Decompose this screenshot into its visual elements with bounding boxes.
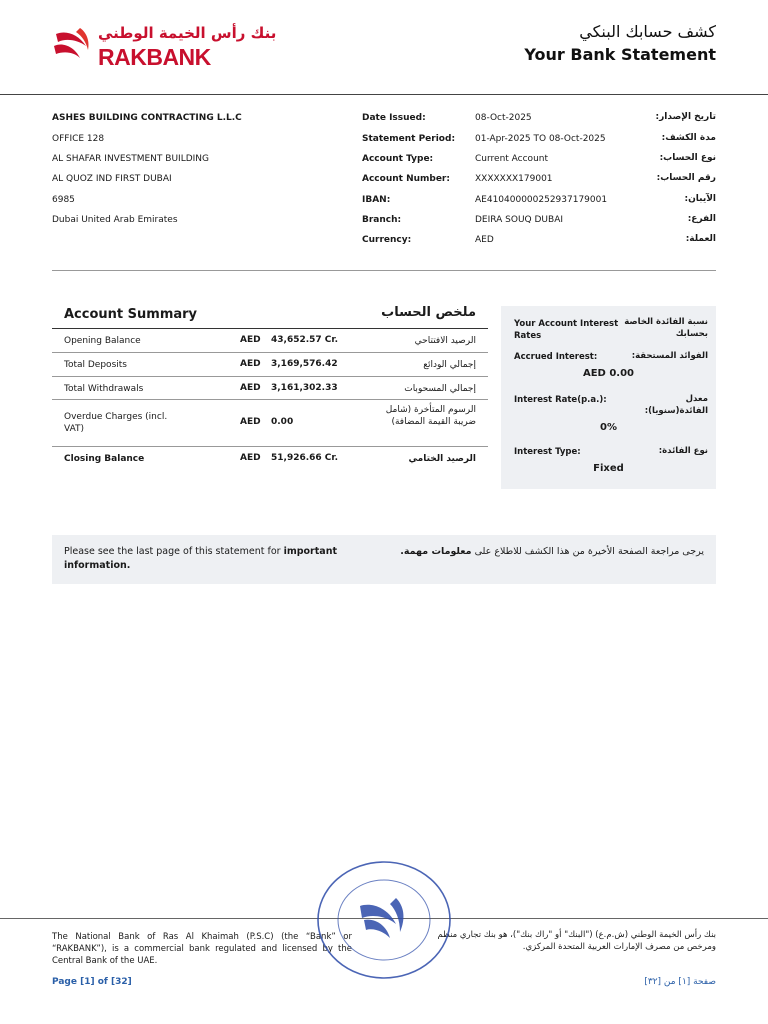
summary-amount: 3,169,576.42 xyxy=(271,359,338,369)
interest-rate-label-arabic: معدل الفائدة(سنويا): xyxy=(644,394,708,416)
important-info-notice xyxy=(52,535,716,584)
summary-label-arabic: إجمالي الودائع xyxy=(423,360,476,370)
page-number: Page [1] of [32] xyxy=(52,977,132,987)
summary-row-overdue-charges xyxy=(52,400,488,447)
date-issued-label: Date Issued: xyxy=(362,113,426,123)
summary-label: Total Withdrawals xyxy=(64,384,144,394)
summary-label-arabic: الرصيد الختامي xyxy=(408,454,476,464)
statement-period-value: 01-Apr-2025 TO 08-Oct-2025 xyxy=(475,134,606,144)
footer-disclaimer-arabic: بنك رأس الخيمة الوطني (ش.م.ع) ("البنك" أو "راك بنك")، هو بنك تجاري منظم ومرخص من مصرف الإمارات العربية المتحدة المركزي. xyxy=(437,930,716,952)
interest-rates-title: Your Account Interest Rates xyxy=(514,319,619,341)
notice-text-arabic: يرجى مراجعة الصفحة الأخيرة من هذا الكشف للاطلاع على معلومات مهمة. xyxy=(400,546,704,557)
summary-label-arabic: الرصيد الافتتاحي xyxy=(414,336,476,346)
account-type-value: Current Account xyxy=(475,154,549,164)
brand-name-arabic: بنك رأس الخيمة الوطني xyxy=(98,24,277,42)
interest-type-value: Fixed xyxy=(593,463,624,474)
currency-value: AED xyxy=(475,235,494,245)
bank-seal-stamp xyxy=(314,858,454,982)
account-summary-title-arabic: ملخص الحساب xyxy=(381,305,476,320)
accrued-interest-label: Accrued Interest: xyxy=(514,352,598,362)
branch-label: Branch: xyxy=(362,215,402,225)
account-number-label-arabic: رقم الحساب: xyxy=(656,173,716,183)
account-number-value: XXXXXXX179001 xyxy=(475,174,553,184)
address-line: 6985 xyxy=(52,195,75,205)
statement-period-label: Statement Period: xyxy=(362,134,456,144)
notice-emphasis-arabic: معلومات مهمة. xyxy=(400,546,472,557)
interest-rate-label: Interest Rate(p.a.): xyxy=(514,395,607,405)
summary-label: Closing Balance xyxy=(64,454,145,464)
interest-type-label-arabic: نوع الفائدة: xyxy=(658,446,708,456)
address-line: OFFICE 128 xyxy=(52,134,105,144)
iban-value: AE410400000252937179001 xyxy=(475,195,608,205)
date-issued-value: 08-Oct-2025 xyxy=(475,113,532,123)
account-summary-title: Account Summary xyxy=(64,307,198,322)
summary-label: Total Deposits xyxy=(64,360,127,370)
summary-label-arabic: إجمالي المسحوبات xyxy=(404,384,476,394)
summary-row-total-deposits xyxy=(52,353,488,377)
header-divider xyxy=(0,94,768,95)
page-number-arabic: صفحة [١] من [٣٢] xyxy=(644,977,716,987)
address-line: Dubai United Arab Emirates xyxy=(52,215,178,225)
statement-title-arabic: كشف حسابك البنكي xyxy=(579,22,716,41)
brand-name: RAKBANK xyxy=(98,44,211,70)
currency-label-arabic: العملة: xyxy=(685,234,716,244)
summary-currency: AED xyxy=(240,453,261,463)
notice-text: Please see the last page of this statement for important information. xyxy=(64,546,338,571)
summary-currency: AED xyxy=(240,417,261,427)
branch-label-arabic: الفرع: xyxy=(687,214,716,224)
summary-amount: 51,926.66 Cr. xyxy=(271,453,338,463)
summary-label-arabic: الرسوم المتأخرة (شامل ضريبة القيمة المضافة) xyxy=(385,405,476,427)
currency-label: Currency: xyxy=(362,235,412,245)
summary-row-opening-balance xyxy=(52,329,488,353)
rakbank-bird-icon xyxy=(52,24,96,70)
accrued-interest-label-arabic: الفوائد المستحقة: xyxy=(631,351,708,361)
accrued-interest-value: AED 0.00 xyxy=(582,368,635,379)
account-number-label: Account Number: xyxy=(362,174,450,184)
summary-currency: AED xyxy=(240,359,261,369)
account-type-label-arabic: نوع الحساب: xyxy=(659,153,716,163)
summary-amount: 43,652.57 Cr. xyxy=(271,335,338,345)
footer-disclaimer: The National Bank of Ras Al Khaimah (P.S.C) (the “Bank” or “RAKBANK”), is a commercial bank regulated and licensed by the Central Bank of the UAE. xyxy=(52,932,352,966)
rakbank-logo xyxy=(52,22,277,72)
interest-type-label: Interest Type: xyxy=(514,447,581,457)
summary-currency: AED xyxy=(240,335,261,345)
summary-amount: 0.00 xyxy=(271,417,294,427)
statement-period-label-arabic: مدة الكشف: xyxy=(661,133,716,143)
address-line: AL QUOZ IND FIRST DUBAI xyxy=(52,174,172,184)
summary-row-closing-balance xyxy=(52,447,488,471)
summary-row-total-withdrawals xyxy=(52,377,488,400)
summary-amount: 3,161,302.33 xyxy=(271,383,338,393)
iban-label: IBAN: xyxy=(362,195,391,205)
info-divider xyxy=(52,270,716,271)
branch-value: DEIRA SOUQ DUBAI xyxy=(475,215,564,225)
iban-label-arabic: الآيبان: xyxy=(684,194,716,204)
summary-currency: AED xyxy=(240,383,261,393)
account-type-label: Account Type: xyxy=(362,154,434,164)
notice-emphasis: important information. xyxy=(64,546,338,571)
interest-rates-panel xyxy=(501,306,716,489)
summary-label: Overdue Charges (incl. VAT) xyxy=(64,412,168,434)
interest-rates-title-arabic: نسبة الفائدة الخاصة بحسابك xyxy=(624,317,708,339)
address-line: AL SHAFAR INVESTMENT BUILDING xyxy=(52,154,209,164)
date-issued-label-arabic: تاريخ الإصدار: xyxy=(655,112,716,122)
customer-name: ASHES BUILDING CONTRACTING L.L.C xyxy=(52,113,242,123)
summary-label: Opening Balance xyxy=(64,336,141,346)
statement-title: Your Bank Statement xyxy=(524,45,716,64)
interest-rate-value: 0% xyxy=(600,422,617,433)
